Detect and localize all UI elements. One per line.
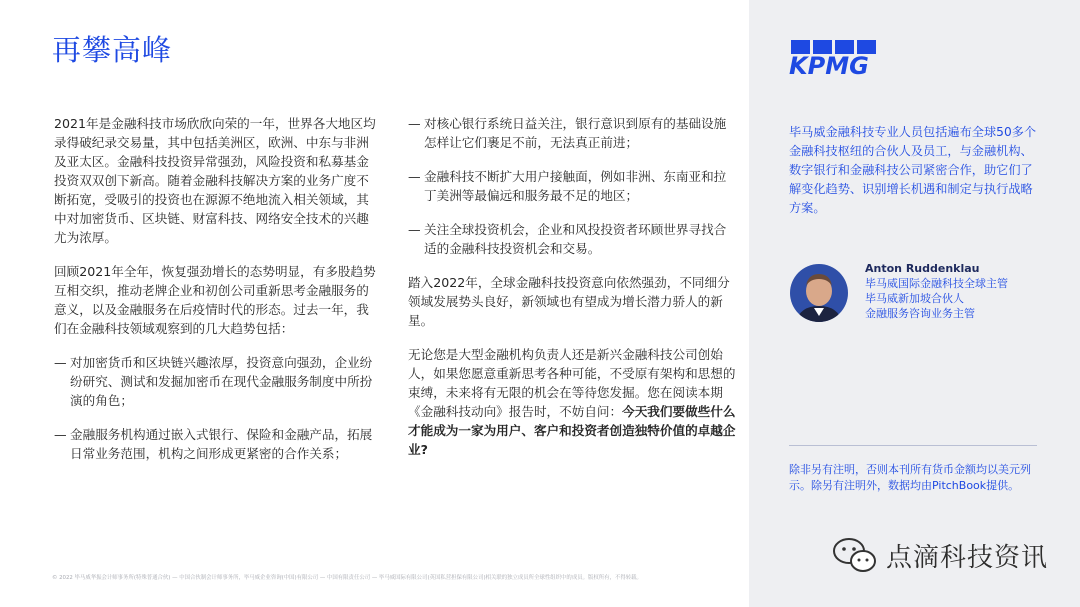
kpmg-logo bbox=[789, 40, 879, 78]
dash-marker: — bbox=[408, 169, 421, 184]
profile-name: Anton Ruddenklau bbox=[865, 262, 980, 275]
dash-marker: — bbox=[408, 222, 421, 237]
left-column bbox=[54, 114, 379, 478]
bullet-text: 金融科技不断扩大用户接触面，例如非洲、东南亚和拉丁美洲等最偏远和服务最不足的地区； bbox=[424, 169, 727, 203]
intro-paragraph: 2021年是金融科技市场欣欣向荣的一年，世界各大地区均录得破纪录交易量，其中包括美洲区，欧洲、中东与非洲及亚太区。金融科技投资异常强劲，风险投资和私募基金投资双双创下新高。随着金融科技解决方案的业务广度不断拓宽，受吸引的投资也在源源不绝地流入相关领域，其中对加密货币、区块链、财富科技、网络安全技术的兴趣尤为浓厚。 bbox=[54, 116, 376, 245]
trend-bullet bbox=[408, 167, 736, 205]
closing-paragraph bbox=[408, 345, 736, 459]
wechat-icon bbox=[832, 536, 878, 574]
avatar bbox=[790, 264, 848, 322]
profile-roles bbox=[865, 276, 1065, 321]
sidebar-intro: 毕马威金融科技专业人员包括遍布全球50多个金融科技枢纽的合伙人及员工，与金融机构、数字银行和金融科技公司紧密合作，助它们了解变化趋势、识别增长机遇和制定与执行战略方案。 bbox=[789, 125, 1037, 215]
trend-bullet bbox=[408, 114, 736, 152]
logo-text: KPMG bbox=[789, 52, 869, 80]
profile-role: 金融服务咨询业务主管 bbox=[865, 307, 975, 320]
dash-marker: — bbox=[54, 355, 67, 370]
profile-role: 毕马威新加坡合伙人 bbox=[865, 292, 964, 305]
bullet-text: 金融服务机构通过嵌入式银行、保险和金融产品，拓展日常业务范围，机构之间形成更紧密的合作关系； bbox=[70, 427, 373, 461]
watermark bbox=[832, 535, 1048, 575]
outlook-paragraph: 踏入2022年，全球金融科技投资意向依然强劲，不同细分领域发展势头良好，新领域也有望成为增长潜力骄人的新星。 bbox=[408, 275, 730, 328]
bullet-text: 对加密货币和区块链兴趣浓厚，投资意向强劲，企业纷纷研究、测试和发掘加密币在现代金融服务制度中所扮演的角色； bbox=[70, 355, 373, 408]
divider bbox=[789, 445, 1037, 446]
profile-role: 毕马威国际金融科技全球主管 bbox=[865, 277, 1008, 290]
dash-marker: — bbox=[54, 427, 67, 442]
trend-bullet bbox=[54, 425, 379, 463]
review-paragraph: 回顾2021年全年，恢复强劲增长的态势明显，有多股趋势互相交织，推动老牌企业和初创公司重新思考金融服务的意义，以及金融服务在后疫情时代的形态。过去一年，我们在金融科技领域观察到的几大趋势包括： bbox=[54, 264, 376, 336]
footer-copyright: © 2022 毕马威华振会计师事务所(特殊普通合伙) — 中国合伙制会计师事务所，毕马威企业咨询(中国)有限公司 — 中国有限责任公司 — 毕马威国际有限公司(英国私营担保有限公司)相关联的独立成员所全球性组织中的成员。版权所有，不得转载。 bbox=[52, 575, 642, 581]
sidebar-panel bbox=[749, 0, 1080, 607]
currency-note: 除非另有注明，否则本刊所有货币金额均以美元列示。除另有注明外，数据均由PitchBook提供。 bbox=[789, 463, 1031, 492]
bullet-text: 关注全球投资机会，企业和风投投资者环顾世界寻找合适的金融科技投资机会和交易。 bbox=[424, 222, 727, 256]
watermark-text: 点滴科技资讯 bbox=[886, 542, 1049, 573]
trend-bullet bbox=[54, 353, 379, 410]
trend-bullet bbox=[408, 220, 736, 258]
bullet-text: 对核心银行系统日益关注，银行意识到原有的基础设施怎样让它们裹足不前，无法真正前进； bbox=[424, 116, 727, 150]
dash-marker: — bbox=[408, 116, 421, 131]
closing-question: 今天我们要做些什么才能成为一家为用户、客户和投资者创造独特价值的卓越企业? bbox=[408, 404, 736, 457]
right-column bbox=[408, 114, 736, 474]
page-title: 再攀高峰 bbox=[52, 33, 173, 67]
closing-text: 无论您是大型金融机构负责人还是新兴金融科技公司创始人，如果您愿意重新思考各种可能，不受原有架构和思想的束缚，未来将有无限的机会在等待您发掘。您在阅读本期《金融科技动向》报告时，不妨自问： bbox=[408, 347, 736, 419]
